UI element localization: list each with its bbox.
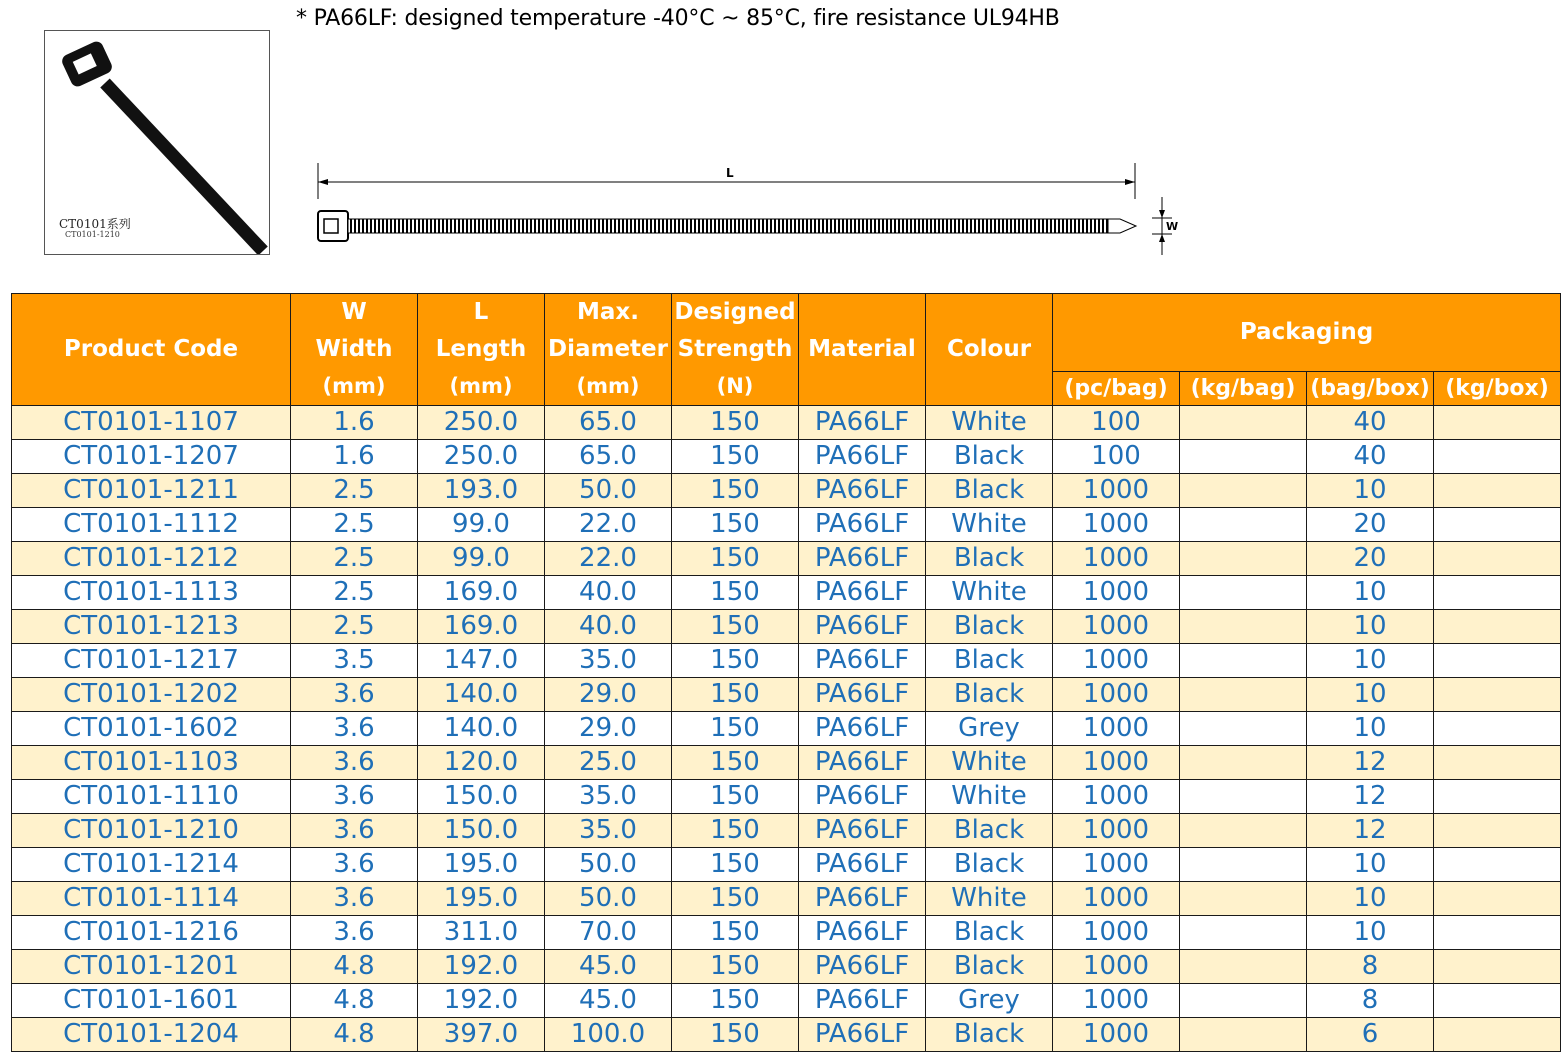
- cell-kg-per-box: [1434, 1018, 1561, 1052]
- cell-material: PA66LF: [799, 440, 926, 474]
- cell-diameter: 50.0: [545, 848, 672, 882]
- cell-bag-per-box: 10: [1307, 576, 1434, 610]
- dimension-drawing: [310, 155, 1190, 260]
- cell-strength: 150: [672, 746, 799, 780]
- cell-colour: Black: [926, 950, 1053, 984]
- cell-strength: 150: [672, 542, 799, 576]
- cell-pc-per-bag: 1000: [1053, 1018, 1180, 1052]
- cell-length: 311.0: [418, 916, 545, 950]
- cell-length: 250.0: [418, 440, 545, 474]
- table-row: [12, 746, 1561, 780]
- header-diameter-unit: (mm): [576, 374, 640, 398]
- cell-bag-per-box: 40: [1307, 440, 1434, 474]
- cell-material: PA66LF: [799, 542, 926, 576]
- cell-pc-per-bag: 1000: [1053, 474, 1180, 508]
- cell-pc-per-bag: 1000: [1053, 508, 1180, 542]
- header-strength-unit: (N): [716, 374, 754, 398]
- cell-kg-per-box: [1434, 950, 1561, 984]
- cell-bag-per-box: 12: [1307, 814, 1434, 848]
- cell-material: PA66LF: [799, 712, 926, 746]
- cell-pc-per-bag: 1000: [1053, 814, 1180, 848]
- cell-diameter: 29.0: [545, 712, 672, 746]
- cell-width: 3.6: [291, 814, 418, 848]
- cell-width: 4.8: [291, 950, 418, 984]
- cell-product-code: CT0101-1212: [12, 542, 291, 576]
- cell-strength: 150: [672, 780, 799, 814]
- table-row: [12, 474, 1561, 508]
- cell-bag-per-box: 10: [1307, 916, 1434, 950]
- header-kg-per-box: (kg/box): [1434, 372, 1561, 406]
- cell-kg-per-box: [1434, 406, 1561, 440]
- table-row: [12, 848, 1561, 882]
- cell-kg-per-box: [1434, 440, 1561, 474]
- cell-strength: 150: [672, 950, 799, 984]
- header-diameter: [545, 294, 672, 406]
- cell-length: 140.0: [418, 678, 545, 712]
- cell-kg-per-bag: [1180, 882, 1307, 916]
- cell-kg-per-box: [1434, 916, 1561, 950]
- header-length: [418, 294, 545, 406]
- cell-length: 195.0: [418, 882, 545, 916]
- cell-product-code: CT0101-1112: [12, 508, 291, 542]
- cell-kg-per-bag: [1180, 406, 1307, 440]
- length-label: L: [726, 166, 734, 180]
- cell-colour: White: [926, 406, 1053, 440]
- table-row: [12, 950, 1561, 984]
- cell-kg-per-bag: [1180, 984, 1307, 1018]
- cell-product-code: CT0101-1113: [12, 576, 291, 610]
- cell-kg-per-bag: [1180, 576, 1307, 610]
- cell-strength: 150: [672, 916, 799, 950]
- cell-product-code: CT0101-1217: [12, 644, 291, 678]
- header-length-label: Length: [435, 336, 527, 362]
- header-width-unit: (mm): [322, 374, 386, 398]
- cell-bag-per-box: 10: [1307, 678, 1434, 712]
- cell-width: 3.6: [291, 882, 418, 916]
- cell-kg-per-bag: [1180, 916, 1307, 950]
- cable-tie-photo: [44, 30, 270, 255]
- cell-kg-per-box: [1434, 576, 1561, 610]
- cell-pc-per-bag: 100: [1053, 440, 1180, 474]
- table-row: [12, 644, 1561, 678]
- cell-bag-per-box: 10: [1307, 712, 1434, 746]
- table-row: [12, 814, 1561, 848]
- cell-length: 120.0: [418, 746, 545, 780]
- cell-material: PA66LF: [799, 984, 926, 1018]
- cell-width: 4.8: [291, 984, 418, 1018]
- cell-product-code: CT0101-1201: [12, 950, 291, 984]
- cell-strength: 150: [672, 474, 799, 508]
- header-product-code: Product Code: [12, 294, 291, 406]
- cell-diameter: 40.0: [545, 576, 672, 610]
- cell-bag-per-box: 10: [1307, 644, 1434, 678]
- cell-diameter: 40.0: [545, 610, 672, 644]
- cell-diameter: 25.0: [545, 746, 672, 780]
- cell-pc-per-bag: 1000: [1053, 678, 1180, 712]
- cell-colour: Black: [926, 474, 1053, 508]
- header-width-label: Width: [315, 336, 393, 362]
- cell-product-code: CT0101-1107: [12, 406, 291, 440]
- cell-width: 3.6: [291, 848, 418, 882]
- header-material: Material: [799, 294, 926, 406]
- cell-kg-per-box: [1434, 644, 1561, 678]
- cell-bag-per-box: 12: [1307, 746, 1434, 780]
- cell-kg-per-box: [1434, 746, 1561, 780]
- cell-kg-per-bag: [1180, 542, 1307, 576]
- cell-colour: Black: [926, 678, 1053, 712]
- cell-length: 250.0: [418, 406, 545, 440]
- cell-colour: Grey: [926, 984, 1053, 1018]
- table-row: [12, 440, 1561, 474]
- cell-diameter: 22.0: [545, 542, 672, 576]
- cell-product-code: CT0101-1602: [12, 712, 291, 746]
- cell-material: PA66LF: [799, 780, 926, 814]
- table-row: [12, 882, 1561, 916]
- cell-colour: Black: [926, 1018, 1053, 1052]
- cell-kg-per-box: [1434, 882, 1561, 916]
- cell-strength: 150: [672, 610, 799, 644]
- cell-width: 3.6: [291, 916, 418, 950]
- cell-kg-per-bag: [1180, 746, 1307, 780]
- cell-pc-per-bag: 100: [1053, 406, 1180, 440]
- header-diameter-max: Max.: [577, 299, 639, 325]
- width-label: W: [1166, 220, 1179, 233]
- cell-product-code: CT0101-1114: [12, 882, 291, 916]
- cell-length: 99.0: [418, 542, 545, 576]
- cell-bag-per-box: 10: [1307, 882, 1434, 916]
- cell-material: PA66LF: [799, 882, 926, 916]
- cell-material: PA66LF: [799, 678, 926, 712]
- header-diameter-label: Diameter: [548, 336, 668, 362]
- cell-diameter: 35.0: [545, 814, 672, 848]
- cell-length: 147.0: [418, 644, 545, 678]
- cell-material: PA66LF: [799, 508, 926, 542]
- table-row: [12, 712, 1561, 746]
- table-row: [12, 508, 1561, 542]
- cell-width: 4.8: [291, 1018, 418, 1052]
- cell-kg-per-bag: [1180, 780, 1307, 814]
- cell-pc-per-bag: 1000: [1053, 542, 1180, 576]
- cell-strength: 150: [672, 678, 799, 712]
- cell-bag-per-box: 8: [1307, 984, 1434, 1018]
- header-strength-label: Strength: [677, 336, 793, 362]
- cell-bag-per-box: 6: [1307, 1018, 1434, 1052]
- cell-kg-per-box: [1434, 780, 1561, 814]
- cell-colour: White: [926, 780, 1053, 814]
- cell-strength: 150: [672, 712, 799, 746]
- cell-material: PA66LF: [799, 950, 926, 984]
- header-bag-per-box: (bag/box): [1307, 372, 1434, 406]
- cell-colour: Black: [926, 542, 1053, 576]
- cell-colour: Black: [926, 610, 1053, 644]
- spec-table: [11, 293, 1561, 1052]
- cell-bag-per-box: 8: [1307, 950, 1434, 984]
- cell-diameter: 45.0: [545, 984, 672, 1018]
- header-length-symbol: L: [473, 299, 489, 325]
- cell-length: 150.0: [418, 780, 545, 814]
- cell-length: 169.0: [418, 610, 545, 644]
- cell-product-code: CT0101-1210: [12, 814, 291, 848]
- cell-strength: 150: [672, 882, 799, 916]
- cell-product-code: CT0101-1103: [12, 746, 291, 780]
- header-colour: Colour: [926, 294, 1053, 406]
- header-width: [291, 294, 418, 406]
- cell-width: 2.5: [291, 542, 418, 576]
- cell-product-code: CT0101-1207: [12, 440, 291, 474]
- cell-length: 192.0: [418, 984, 545, 1018]
- cell-product-code: CT0101-1211: [12, 474, 291, 508]
- header-strength: [672, 294, 799, 406]
- cell-kg-per-bag: [1180, 712, 1307, 746]
- cell-width: 3.6: [291, 678, 418, 712]
- cell-material: PA66LF: [799, 814, 926, 848]
- cell-material: PA66LF: [799, 644, 926, 678]
- cell-product-code: CT0101-1216: [12, 916, 291, 950]
- cell-length: 195.0: [418, 848, 545, 882]
- cell-bag-per-box: 10: [1307, 848, 1434, 882]
- cell-width: 3.6: [291, 712, 418, 746]
- cell-kg-per-box: [1434, 678, 1561, 712]
- cell-length: 192.0: [418, 950, 545, 984]
- cell-diameter: 50.0: [545, 474, 672, 508]
- table-row: [12, 916, 1561, 950]
- cell-product-code: CT0101-1214: [12, 848, 291, 882]
- cell-colour: Black: [926, 814, 1053, 848]
- table-row: [12, 610, 1561, 644]
- cell-colour: White: [926, 746, 1053, 780]
- cell-pc-per-bag: 1000: [1053, 780, 1180, 814]
- header-kg-per-bag: (kg/bag): [1180, 372, 1307, 406]
- cell-length: 150.0: [418, 814, 545, 848]
- cell-width: 2.5: [291, 508, 418, 542]
- table-row: [12, 984, 1561, 1018]
- cell-diameter: 50.0: [545, 882, 672, 916]
- cell-product-code: CT0101-1601: [12, 984, 291, 1018]
- cell-length: 140.0: [418, 712, 545, 746]
- cell-strength: 150: [672, 848, 799, 882]
- cell-width: 2.5: [291, 576, 418, 610]
- cell-diameter: 35.0: [545, 780, 672, 814]
- header-packaging: Packaging: [1053, 294, 1561, 372]
- cell-kg-per-box: [1434, 848, 1561, 882]
- cell-width: 1.6: [291, 440, 418, 474]
- cell-pc-per-bag: 1000: [1053, 644, 1180, 678]
- table-row: [12, 406, 1561, 440]
- cell-length: 169.0: [418, 576, 545, 610]
- cell-diameter: 65.0: [545, 406, 672, 440]
- cell-kg-per-bag: [1180, 440, 1307, 474]
- table-row: [12, 780, 1561, 814]
- cell-pc-per-bag: 1000: [1053, 848, 1180, 882]
- table-row: [12, 678, 1561, 712]
- cell-kg-per-bag: [1180, 1018, 1307, 1052]
- cell-pc-per-bag: 1000: [1053, 746, 1180, 780]
- cell-strength: 150: [672, 440, 799, 474]
- cell-kg-per-box: [1434, 474, 1561, 508]
- cell-material: PA66LF: [799, 406, 926, 440]
- cell-kg-per-box: [1434, 814, 1561, 848]
- cell-kg-per-bag: [1180, 610, 1307, 644]
- header-strength-designed: Designed: [674, 299, 796, 325]
- cell-strength: 150: [672, 814, 799, 848]
- cell-width: 3.6: [291, 780, 418, 814]
- cell-length: 99.0: [418, 508, 545, 542]
- cell-material: PA66LF: [799, 746, 926, 780]
- spec-note: * PA66LF: designed temperature -40°C ~ 85°C, fire resistance UL94HB: [296, 6, 1060, 31]
- cell-width: 2.5: [291, 474, 418, 508]
- cell-material: PA66LF: [799, 1018, 926, 1052]
- cell-bag-per-box: 20: [1307, 542, 1434, 576]
- cell-kg-per-bag: [1180, 678, 1307, 712]
- cell-colour: Black: [926, 440, 1053, 474]
- cell-strength: 150: [672, 984, 799, 1018]
- cell-product-code: CT0101-1202: [12, 678, 291, 712]
- cell-kg-per-bag: [1180, 644, 1307, 678]
- cell-length: 193.0: [418, 474, 545, 508]
- cell-material: PA66LF: [799, 610, 926, 644]
- cell-diameter: 65.0: [545, 440, 672, 474]
- header-width-symbol: W: [341, 299, 367, 325]
- cell-bag-per-box: 20: [1307, 508, 1434, 542]
- cell-product-code: CT0101-1110: [12, 780, 291, 814]
- cell-pc-per-bag: 1000: [1053, 712, 1180, 746]
- table-row: [12, 576, 1561, 610]
- cell-material: PA66LF: [799, 576, 926, 610]
- cell-strength: 150: [672, 1018, 799, 1052]
- cell-colour: Grey: [926, 712, 1053, 746]
- photo-caption: CT0101系列: [59, 217, 131, 231]
- cell-diameter: 70.0: [545, 916, 672, 950]
- cell-product-code: CT0101-1204: [12, 1018, 291, 1052]
- cell-material: PA66LF: [799, 916, 926, 950]
- table-row: [12, 1018, 1561, 1052]
- cell-colour: Black: [926, 644, 1053, 678]
- cell-diameter: 100.0: [545, 1018, 672, 1052]
- cell-width: 1.6: [291, 406, 418, 440]
- header-pc-per-bag: (pc/bag): [1053, 372, 1180, 406]
- cell-pc-per-bag: 1000: [1053, 610, 1180, 644]
- header-length-unit: (mm): [449, 374, 513, 398]
- table-row: [12, 542, 1561, 576]
- cell-bag-per-box: 10: [1307, 610, 1434, 644]
- cell-strength: 150: [672, 576, 799, 610]
- cell-kg-per-bag: [1180, 508, 1307, 542]
- cell-diameter: 45.0: [545, 950, 672, 984]
- photo-subcaption: CT0101-1210: [65, 230, 120, 239]
- cell-pc-per-bag: 1000: [1053, 882, 1180, 916]
- cell-kg-per-box: [1434, 610, 1561, 644]
- cell-pc-per-bag: 1000: [1053, 576, 1180, 610]
- cell-pc-per-bag: 1000: [1053, 984, 1180, 1018]
- cell-diameter: 22.0: [545, 508, 672, 542]
- cell-kg-per-bag: [1180, 848, 1307, 882]
- cell-product-code: CT0101-1213: [12, 610, 291, 644]
- cell-bag-per-box: 12: [1307, 780, 1434, 814]
- cell-length: 397.0: [418, 1018, 545, 1052]
- cell-width: 3.5: [291, 644, 418, 678]
- cell-colour: Black: [926, 848, 1053, 882]
- cell-diameter: 29.0: [545, 678, 672, 712]
- cell-kg-per-box: [1434, 542, 1561, 576]
- cell-kg-per-bag: [1180, 950, 1307, 984]
- cell-pc-per-bag: 1000: [1053, 916, 1180, 950]
- cell-strength: 150: [672, 406, 799, 440]
- cell-bag-per-box: 10: [1307, 474, 1434, 508]
- cell-kg-per-box: [1434, 508, 1561, 542]
- cell-colour: White: [926, 576, 1053, 610]
- cell-colour: White: [926, 882, 1053, 916]
- cell-diameter: 35.0: [545, 644, 672, 678]
- cell-kg-per-box: [1434, 984, 1561, 1018]
- cell-material: PA66LF: [799, 474, 926, 508]
- cell-kg-per-bag: [1180, 814, 1307, 848]
- spec-table-body: [12, 406, 1561, 1052]
- cell-width: 3.6: [291, 746, 418, 780]
- cell-bag-per-box: 40: [1307, 406, 1434, 440]
- cell-colour: Black: [926, 916, 1053, 950]
- cell-material: PA66LF: [799, 848, 926, 882]
- cell-kg-per-bag: [1180, 474, 1307, 508]
- cell-strength: 150: [672, 508, 799, 542]
- cell-width: 2.5: [291, 610, 418, 644]
- cell-colour: White: [926, 508, 1053, 542]
- cell-strength: 150: [672, 644, 799, 678]
- cell-kg-per-box: [1434, 712, 1561, 746]
- cell-pc-per-bag: 1000: [1053, 950, 1180, 984]
